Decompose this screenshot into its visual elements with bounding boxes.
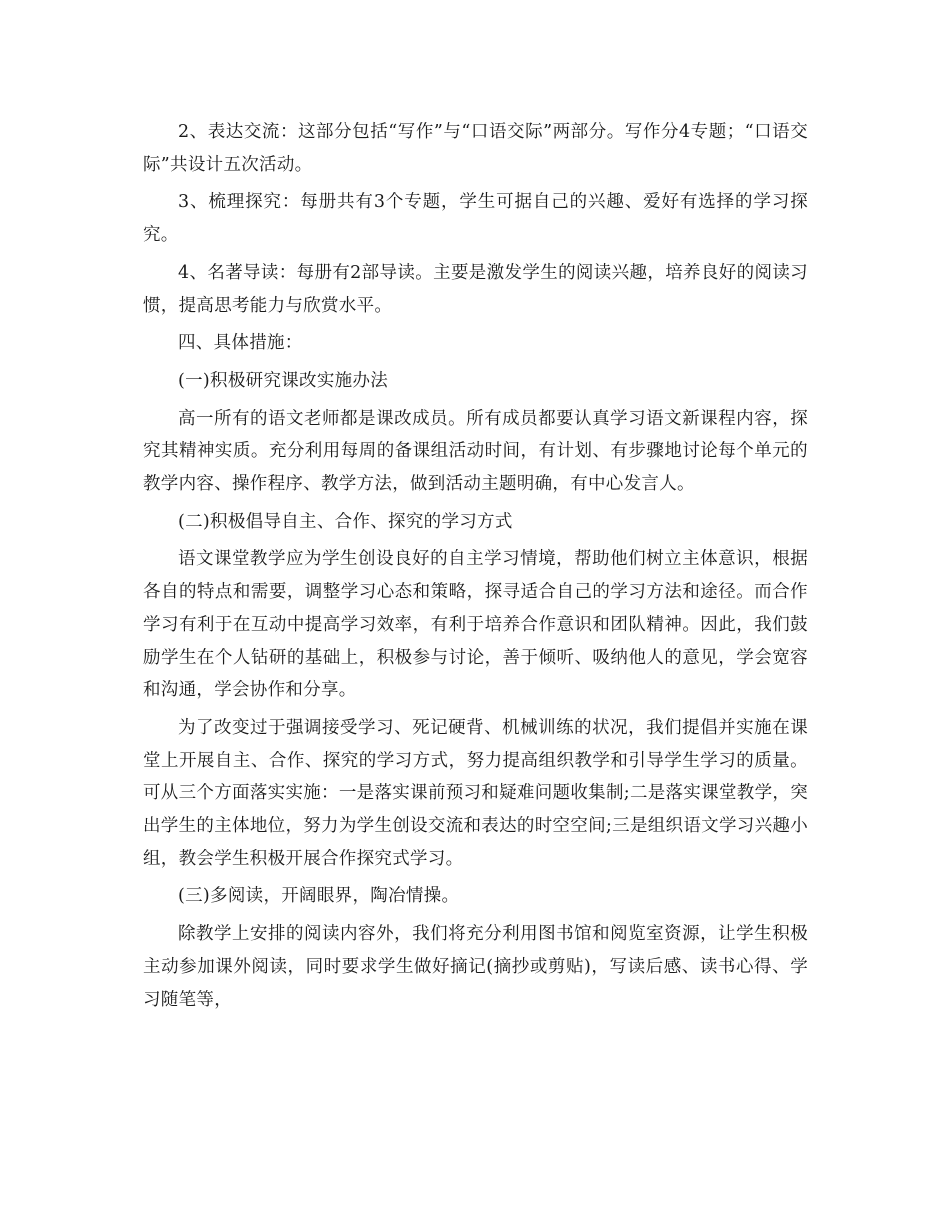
- document-body: [143, 116, 808, 1016]
- paragraph-reading: 除教学上安排的阅读内容外，我们将充分利用图书馆和阅览室资源，让学生积极主动参加课外阅读，同时要求学生做好摘记(摘抄或剪贴)，写读后感、读书心得、学习随笔等，: [143, 924, 808, 1010]
- subheading-reading: (三)多阅读，开阔眼界，陶冶情操。: [178, 886, 460, 907]
- subheading-curriculum-reform: (一)积极研究课改实施办法: [178, 370, 389, 391]
- paragraph-learning-methods: 语文课堂教学应为学生创设良好的自主学习情境，帮助他们树立主体意识，根据各自的特点和需要，调整学习心态和策略，探寻适合自己的学习方法和途径。而合作学习有利于在互动中提高学习效率，有利于培养合作意识和团队精神。因此，我们鼓励学生在个人钻研的基础上，积极参与讨论，善于倾听、吸纳他人的意见，学会宽容和沟通，学会协作和分享。: [143, 549, 808, 701]
- paragraph-implementation: 为了改变过于强调接受学习、死记硬背、机械训练的状况，我们提倡并实施在课堂上开展自主、合作、探究的学习方式，努力提高组织教学和引导学生学习的质量。可从三个方面落实实施：一是落实课前预习和疑难问题收集制;二是落实课堂教学，突出学生的主体地位，努力为学生创设交流和表达的时空空间;三是组织语文学习兴趣小组，教会学生积极开展合作探究式学习。: [143, 717, 808, 869]
- paragraph-expression: 2、表达交流：这部分包括“写作”与“口语交际”两部分。写作分4专题；“口语交际”共设计五次活动。: [143, 122, 808, 175]
- paragraph-curriculum-reform: 高一所有的语文老师都是课改成员。所有成员都要认真学习语文新课程内容，探究其精神实质。充分利用每周的备课组活动时间，有计划、有步骤地讨论每个单元的教学内容、操作程序、教学方法，做到活动主题明确，有中心发言人。: [143, 408, 808, 495]
- subheading-learning-methods: (二)积极倡导自主、合作、探究的学习方式: [178, 511, 513, 532]
- paragraph-reading-guide: 4、名著导读：每册有2部导读。主要是激发学生的阅读兴趣，培养良好的阅读习惯，提高思考能力与欣赏水平。: [143, 262, 808, 316]
- paragraph-exploration: 3、梳理探究：每册共有3个专题，学生可据自己的兴趣、爱好有选择的学习探究。: [143, 192, 808, 246]
- section-heading-measures: 四、具体措施：: [178, 333, 303, 354]
